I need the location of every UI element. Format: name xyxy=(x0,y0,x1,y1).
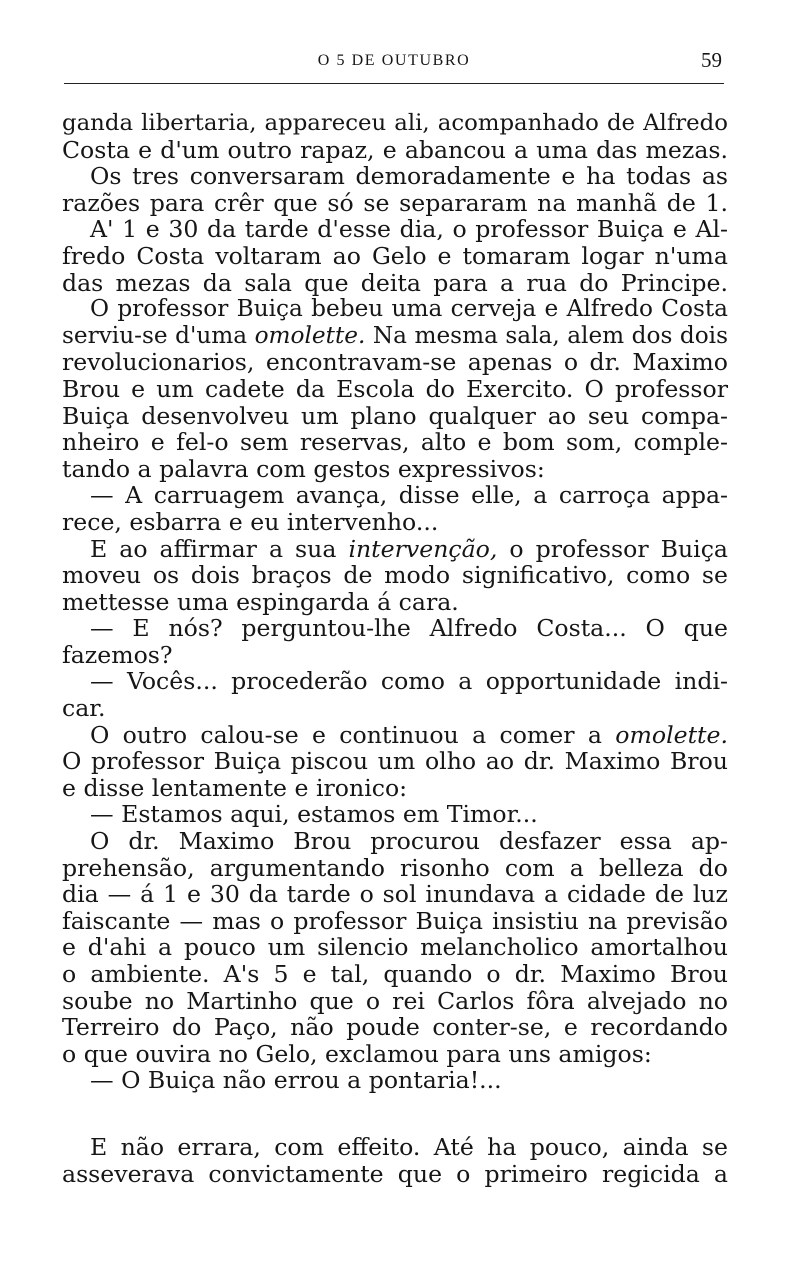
text-line: O professor Buiça bebeu uma cerveja e Alfredo Costa xyxy=(90,295,728,323)
text-line: — A carruagem avança, disse elle, a carroça appa- xyxy=(90,481,728,510)
text-run: Na mesma sala, alem dos dois xyxy=(372,321,728,349)
italic-word: omolette. xyxy=(254,321,366,349)
text-line: rece, esbarra e eu intervenho... xyxy=(62,507,439,536)
text-run: serviu-se d'uma xyxy=(62,321,248,349)
text-line: e disse lentamente e ironico: xyxy=(62,773,408,802)
text-line: ganda libertaria, appareceu ali, acompanhado de Alfredo xyxy=(62,110,728,136)
text-line: Brou e um cadete da Escola do Exercito. O professor xyxy=(62,374,728,403)
text-line xyxy=(62,722,728,749)
text-line: fazemos? xyxy=(62,640,173,669)
text-line: soube no Martinho que o rei Carlos fôra alvejado no xyxy=(62,986,728,1015)
text-line: — Estamos aqui, estamos em Timor... xyxy=(90,800,538,829)
italic-word: omolette. xyxy=(615,720,728,749)
running-title: O 5 DE OUTUBRO xyxy=(317,52,471,69)
text-run: o professor Buiça xyxy=(509,534,729,563)
text-line: nheiro e fel-o sem reservas, alto e bom som, comple- xyxy=(62,428,728,457)
text-line: dia — á 1 e 30 da tarde o sol inundava a cidade de luz xyxy=(62,880,728,909)
text-line: — O Buiça não errou a pontaria!... xyxy=(90,1066,502,1095)
page-number: 59 xyxy=(701,48,722,72)
text-line: Terreiro do Paço, não poude conter-se, e recordando xyxy=(62,1013,728,1042)
text-line: O professor Buiça piscou um olho ao dr. Maximo Brou xyxy=(62,747,728,776)
text-line: Os tres conversaram demoradamente e ha todas as xyxy=(90,162,728,191)
text-line: — E nós? perguntou-lhe Alfredo Costa... O que xyxy=(90,614,728,643)
text-line: A' 1 e 30 da tarde d'esse dia, o professor Buiça e Al- xyxy=(90,215,728,244)
text-line: das mezas da sala que deita para a rua do Principe. xyxy=(62,268,728,297)
text-line: Costa e d'um outro rapaz, e abancou a uma das mezas. xyxy=(62,135,728,164)
text-line: — Vocês... procederão como a opportunidade indi- xyxy=(90,667,728,696)
text-line: moveu os dois braços de modo significativo, como se xyxy=(62,561,728,590)
text-line: Buiça desenvolveu um plano qualquer ao seu compa- xyxy=(62,401,728,430)
italic-word: intervenção, xyxy=(348,534,498,563)
body-text xyxy=(62,110,728,1187)
text-line xyxy=(62,323,728,350)
text-line: o ambiente. A's 5 e tal, quando o dr. Maximo Brou xyxy=(62,960,728,988)
text-line: revolucionarios, encontravam-se apenas o dr. Maximo xyxy=(62,348,728,377)
text-run: E ao affirmar a sua xyxy=(90,534,337,563)
text-line: prehensão, argumentando risonho com a belleza do xyxy=(62,853,728,882)
text-line: faiscante — mas o professor Buiça insistiu na previsão xyxy=(62,906,728,935)
text-line: razões para crêr que só se separaram na manhã de 1. xyxy=(62,188,728,217)
text-line: o que ouvira no Gelo, exclamou para uns amigos: xyxy=(62,1039,652,1068)
text-line: car. xyxy=(62,694,106,723)
text-line: O dr. Maximo Brou procurou desfazer essa ap- xyxy=(90,827,728,856)
text-line: fredo Costa voltaram ao Gelo e tomaram logar n'uma xyxy=(62,241,728,270)
text-line: mettesse uma espingarda á cara. xyxy=(62,587,459,616)
text-line: asseverava convictamente que o primeiro regicida a xyxy=(62,1159,728,1188)
text-line xyxy=(62,536,728,563)
text-line: E não errara, com effeito. Até ha pouco, ainda se xyxy=(90,1132,728,1161)
header-rule xyxy=(64,83,724,84)
text-line: tando a palavra com gestos expressivos: xyxy=(62,454,545,483)
text-line: e d'ahi a pouco um silencio melancholico amortalhou xyxy=(62,933,728,962)
text-run: O outro calou-se e continuou a comer a xyxy=(90,720,602,749)
running-head xyxy=(64,50,724,74)
